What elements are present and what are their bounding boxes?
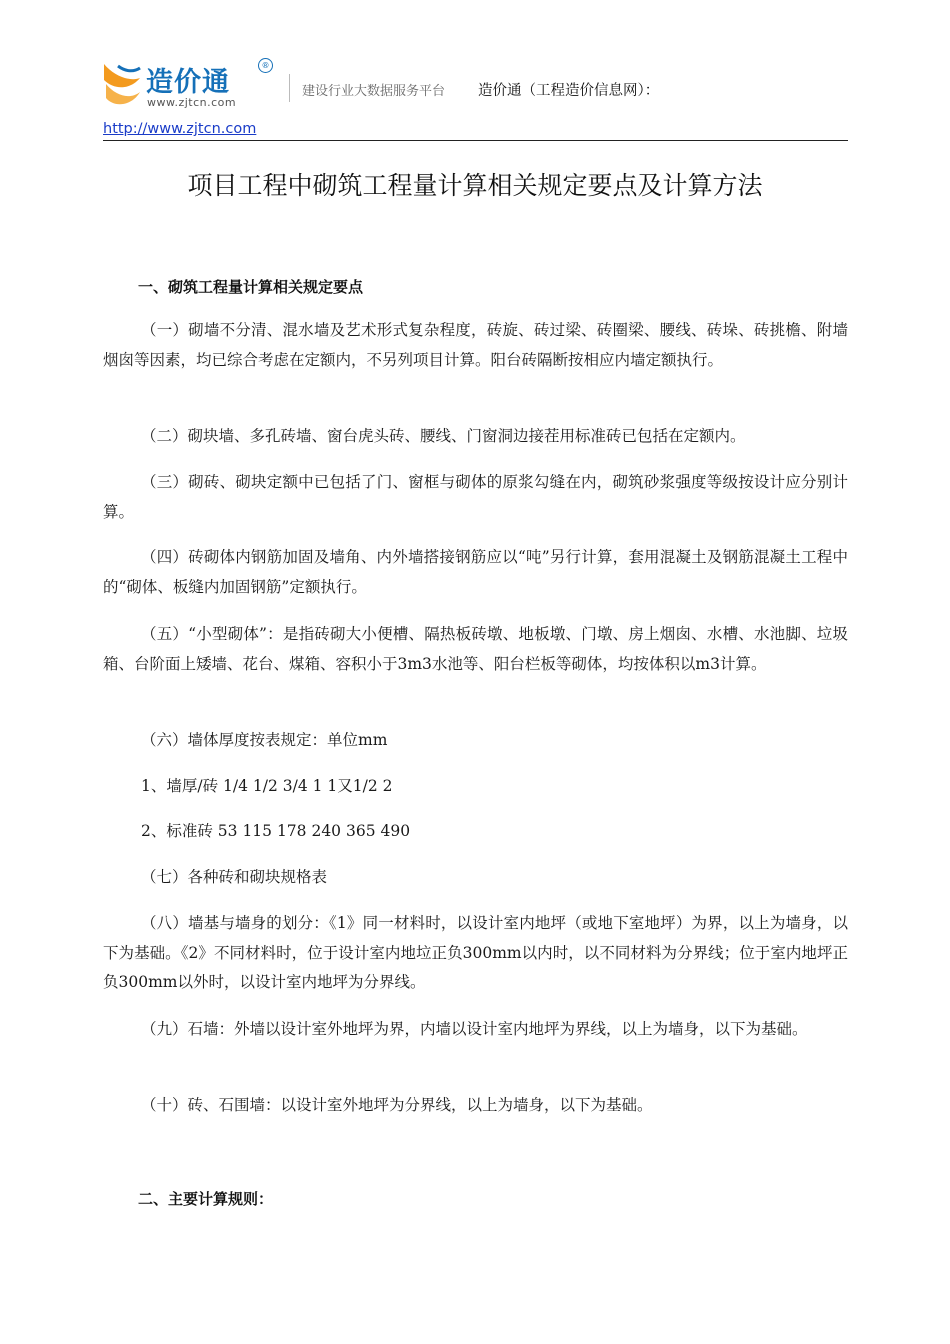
paragraph-10: （十）砖、石围墙：以设计室外地坪为分界线，以上为墙身，以下为基础。 — [141, 1096, 653, 1114]
section-heading-1: 一、砌筑工程量计算相关规定要点 — [138, 278, 364, 296]
paragraph-3: （三）砌砖、砌块定额中已包括了门、窗框与砌体的原浆勾缝在内，砌筑砂浆强度等级按设计应分别计算。 — [103, 473, 848, 521]
site-logo[interactable] — [100, 56, 280, 112]
document-header — [0, 0, 950, 142]
paragraph-4: （四）砖砌体内钢筋加固及墙角、内外墙搭接钢筋应以“吨”另行计算，套用混凝土及钢筋混凝土工程中的“砌体、板缝内加固钢筋”定额执行。 — [103, 548, 848, 596]
paragraph-6: （六）墙体厚度按表规定：单位mm — [141, 731, 388, 749]
paragraph-8: （八）墙基与墙身的划分：《1》同一材料时，以设计室内地坪（或地下室地坪）为界，以上为墙身，以下为基础。《2》不同材料时，位于设计室内地垃正负300mm以内时，以不同材料为分界线；位于室内地坪正负300mm以外时，以设计室内地坪为分界线。 — [103, 914, 848, 991]
header-rule — [103, 140, 848, 141]
slogan: 建设行业大数据服务平台 — [302, 84, 446, 99]
table-line-1: 1、墙厚/砖 1/4 1/2 3/4 1 1又1/2 2 — [141, 777, 393, 795]
logo-text: 造价通 — [146, 67, 230, 98]
site-link[interactable]: http://www.zjtcn.com — [103, 121, 257, 137]
paragraph-2: （二）砌块墙、多孔砖墙、窗台虎头砖、腰线、门窗洞边接茬用标准砖已包括在定额内。 — [141, 427, 746, 445]
paragraph-1: （一）砌墙不分清、混水墙及艺术形式复杂程度，砖旋、砖过梁、砖圈梁、腰线、砖垛、砖挑檐、附墙烟囱等因素，均已综合考虑在定额内，不另列项目计算。阳台砖隔断按相应内墙定额执行。 — [103, 321, 848, 369]
paragraph-5: （五）“小型砌体”：是指砖砌大小便槽、隔热板砖墩、地板墩、门墩、房上烟囱、水槽、水池脚、垃圾箱、台阶面上矮墙、花台、煤箱、容积小于3m3水池等、阳台栏板等砌体，均按体积以m3计算。 — [103, 625, 848, 673]
swoosh-logo-icon — [100, 56, 146, 108]
table-line-2: 2、标准砖 53 115 178 240 365 490 — [141, 822, 411, 840]
site-info: 造价通（工程造价信息网）： — [478, 83, 660, 99]
paragraph-9: （九）石墙：外墙以设计室外地坪为界，内墙以设计室内地坪为界线，以上为墙身，以下为基础。 — [141, 1020, 808, 1038]
logo-url: www.zjtcn.com — [147, 96, 237, 109]
document-title: 项目工程中砌筑工程量计算相关规定要点及计算方法 — [187, 171, 763, 200]
section-heading-2: 二、主要计算规则： — [138, 1190, 274, 1208]
header-divider — [289, 74, 290, 102]
registered-mark-icon: ® — [258, 58, 273, 73]
paragraph-7: （七）各种砖和砌块规格表 — [141, 868, 328, 886]
